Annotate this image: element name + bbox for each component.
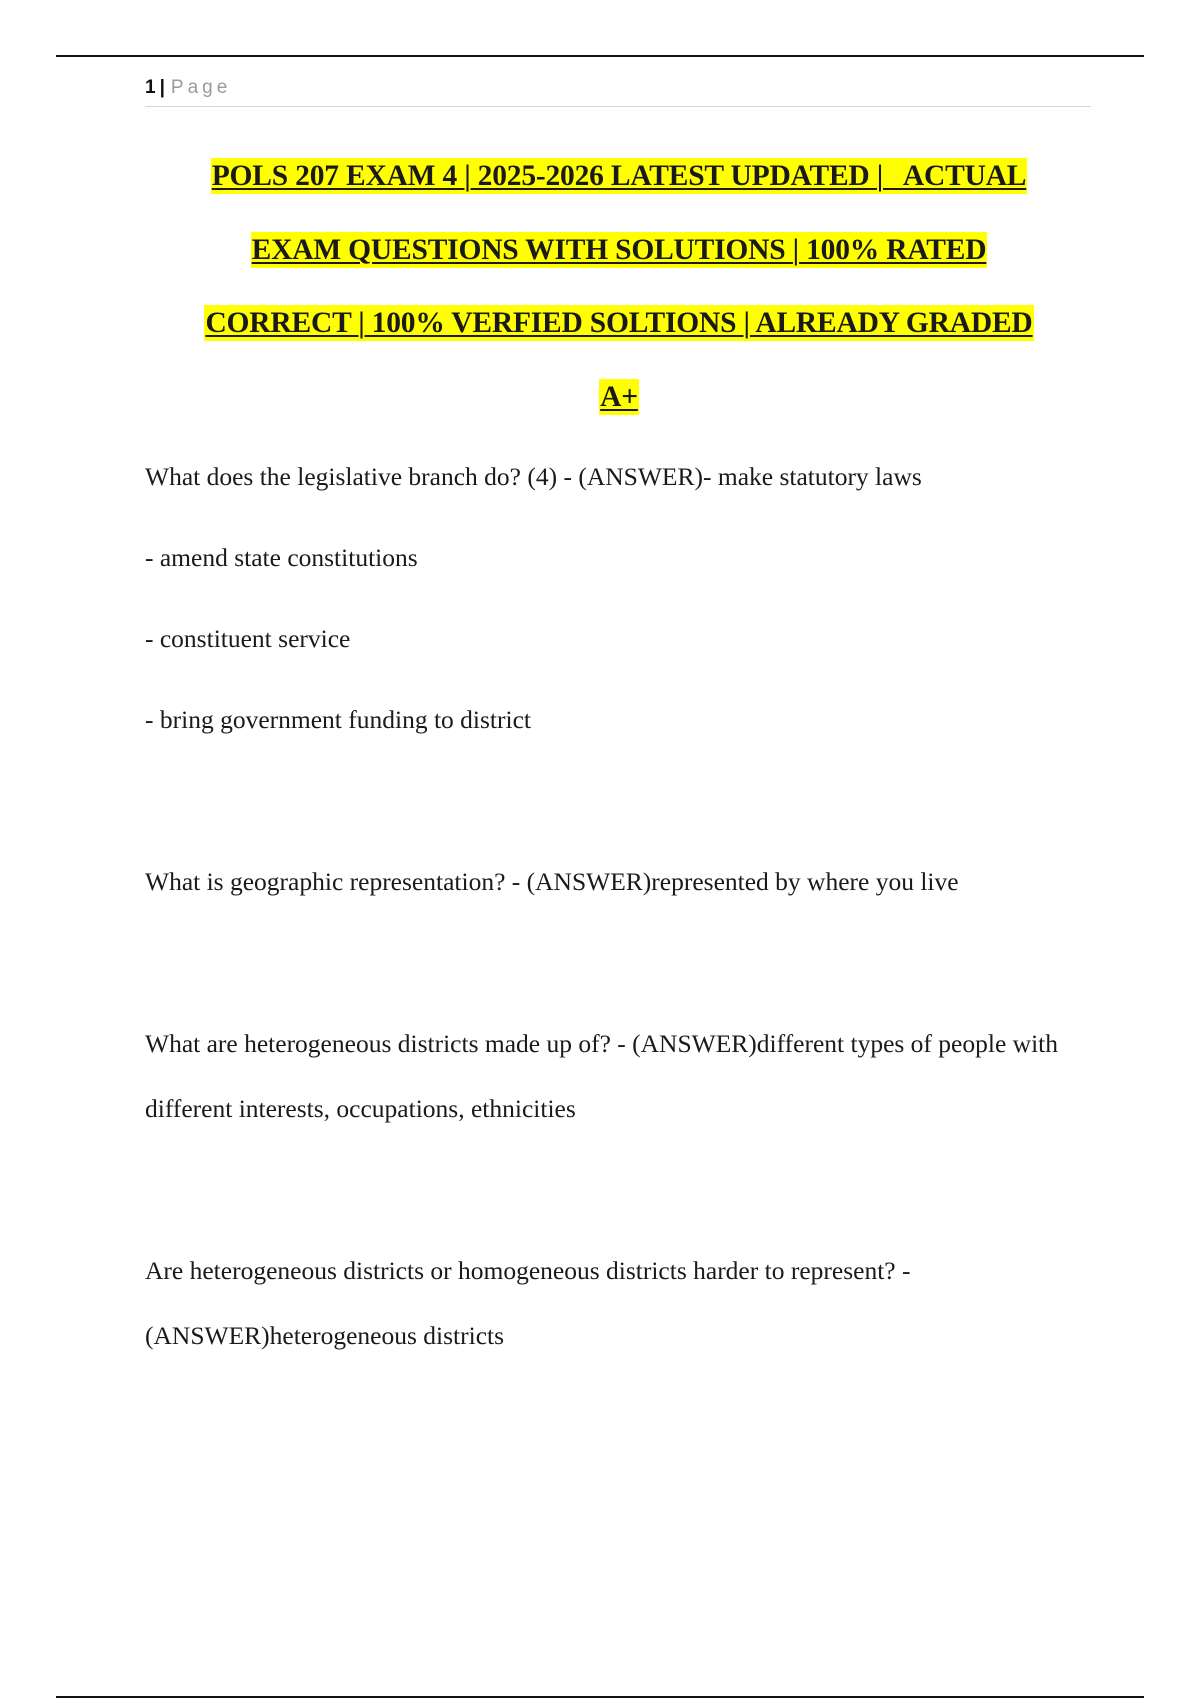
answer-item-1: - amend state constitutions bbox=[145, 543, 418, 572]
title-line-2: EXAM QUESTIONS WITH SOLUTIONS | 100% RATED bbox=[251, 233, 987, 266]
page-number: 1 bbox=[145, 77, 156, 98]
question-legislative-branch: What does the legislative branch do? (4) - (ANSWER)- make statutory laws bbox=[145, 462, 922, 491]
question-geographic-representation: What is geographic representation? - (ANSWER)represented by where you live bbox=[145, 867, 959, 896]
bottom-rule bbox=[56, 1696, 1144, 1698]
page-separator: | bbox=[159, 77, 165, 98]
title-line-4: A+ bbox=[600, 380, 638, 413]
answer-item-2: - constituent service bbox=[145, 624, 351, 653]
document-title bbox=[140, 140, 1098, 434]
title-line-3: CORRECT | 100% VERFIED SOLTIONS | ALREADY GRADED bbox=[205, 307, 1033, 339]
page-header bbox=[145, 74, 1091, 107]
title-line-1: POLS 207 EXAM 4 | 2025-2026 LATEST UPDATED | ACTUAL bbox=[211, 160, 1027, 192]
top-rule bbox=[56, 55, 1144, 57]
page-label: Page bbox=[170, 77, 232, 98]
question-heterogeneous-districts: What are heterogeneous districts made up of? - (ANSWER)different types of people with different interests, occupations, ethnicities bbox=[145, 1029, 1058, 1123]
answer-item-3: - bring government funding to district bbox=[145, 705, 531, 734]
question-harder-to-represent: Are heterogeneous districts or homogeneous districts harder to represent? - (ANSWER)heterogeneous districts bbox=[145, 1256, 911, 1350]
